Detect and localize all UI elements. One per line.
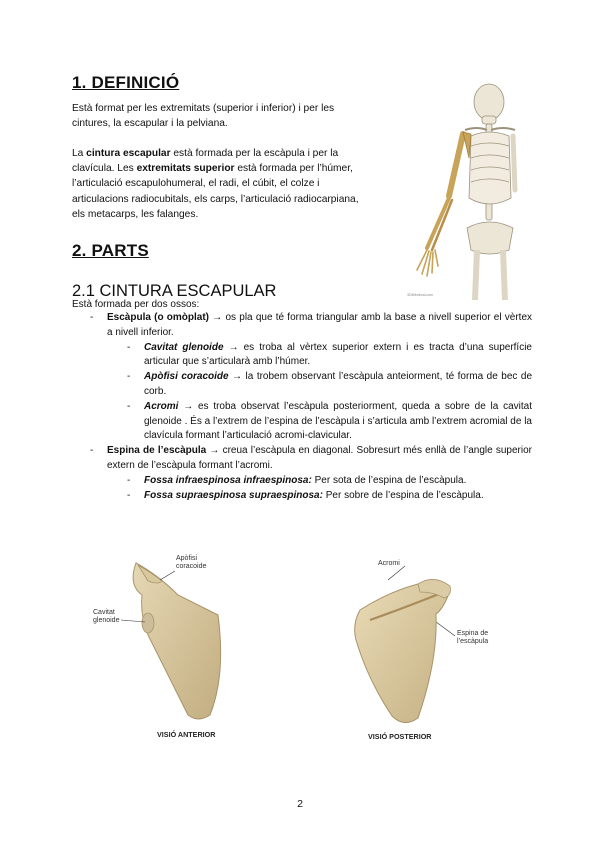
bold-term: extremitats superior — [136, 163, 235, 175]
list-text: → es troba observat l’escàpula posteriorment, queda a sobre de la cavitat glenoide . És a l’extrem de l’espina de l’escàpula i s’articula amb l’extrem acromial de la clavícula formant l’articulació acromi-clavicular. — [144, 400, 532, 442]
bullet-dash: - — [90, 312, 94, 323]
bullet-dash: - — [127, 400, 131, 412]
list-text: → la trobem observant l’escàpula anteiorment, té forma de bec de corb. — [144, 371, 532, 397]
page-number: 2 — [297, 798, 303, 810]
intro-line-1: Està format per les extremitats (superior i inferior) i per les — [72, 103, 335, 114]
section-heading-parts: 2. PARTS — [72, 241, 149, 260]
text-run: clavícula. Les — [72, 163, 137, 175]
caption-visio-posterior: VISIÓ POSTERIOR — [368, 732, 432, 741]
list-term: Apòfisi coracoide — [144, 371, 229, 383]
text-run: l’articulació escapulohumeral, el radi, el cúbit, el colze i — [72, 178, 320, 190]
list-text: → es troba al vèrtex superior extern i es tracta d’una superfície articular que s’articularà amb l’húmer. — [144, 341, 532, 368]
list-term: Fossa infraespinosa infraespinosa: — [144, 474, 312, 486]
subsection-heading-cintura-escapular: 2.1 CINTURA ESCAPULAR — [72, 282, 277, 300]
list-term: Espina de l’escàpula — [107, 445, 207, 457]
bullet-dash: - — [90, 445, 94, 457]
bullet-dash: - — [127, 341, 131, 353]
bullet-dash: - — [127, 371, 131, 383]
scapula-posterior-image — [348, 570, 458, 730]
skeleton-credit: 3D4Medical.com — [407, 293, 434, 297]
label-line: Apòfisi — [176, 555, 198, 562]
section-heading-definicio: 1. DEFINICIÓ — [72, 73, 180, 92]
caption-visio-anterior: VISIÓ ANTERIOR — [157, 730, 216, 739]
list-text: Per sota de l’espina de l’escàpula. — [311, 474, 467, 486]
bullet-dash: - — [127, 474, 131, 486]
list-term: Acromi — [144, 400, 179, 412]
text-run: articulacions radiocubitals, els carps, l’articulació radiocarpiana, — [72, 193, 359, 205]
label-espina-escapula — [457, 630, 488, 646]
text-run: els metacarps, les falanges. — [72, 208, 199, 220]
label-line: l’escàpula — [457, 638, 489, 645]
label-acromi: Acromi — [378, 560, 400, 567]
label-line: Cavitat — [93, 609, 115, 616]
list-term: Cavitat glenoide — [144, 341, 224, 353]
label-line: coracoide — [176, 563, 207, 570]
bold-term: cintura escapular — [86, 148, 171, 159]
text-run: està formada per la escàpula i per la — [170, 148, 339, 159]
text-run: La — [72, 148, 87, 159]
list-lead: Està formada per dos ossos: — [72, 299, 200, 310]
label-line: glenoide — [93, 617, 120, 624]
list-text: Per sobre de l’espina de l’escàpula. — [322, 489, 484, 501]
bullet-dash: - — [127, 489, 131, 501]
label-line: Espina de — [457, 630, 489, 637]
list-text: → os pla que té forma triangular amb la base a nivell superior el vèrtex a nivell inferior. — [107, 312, 533, 338]
intro-line-2: cintures, la escapular i la pelviana. — [72, 118, 228, 130]
list-term: Fossa supraespinosa supraespinosa: — [144, 489, 323, 501]
list-term: Escàpula (o omòplat) — [107, 312, 210, 323]
list-text: → creua l’escàpula en diagonal. Sobresurt més enllà de l’angle superior extern de l’escàpula formant l’acromi. — [107, 445, 532, 471]
text-run: està formada per l’húmer, — [234, 163, 353, 175]
